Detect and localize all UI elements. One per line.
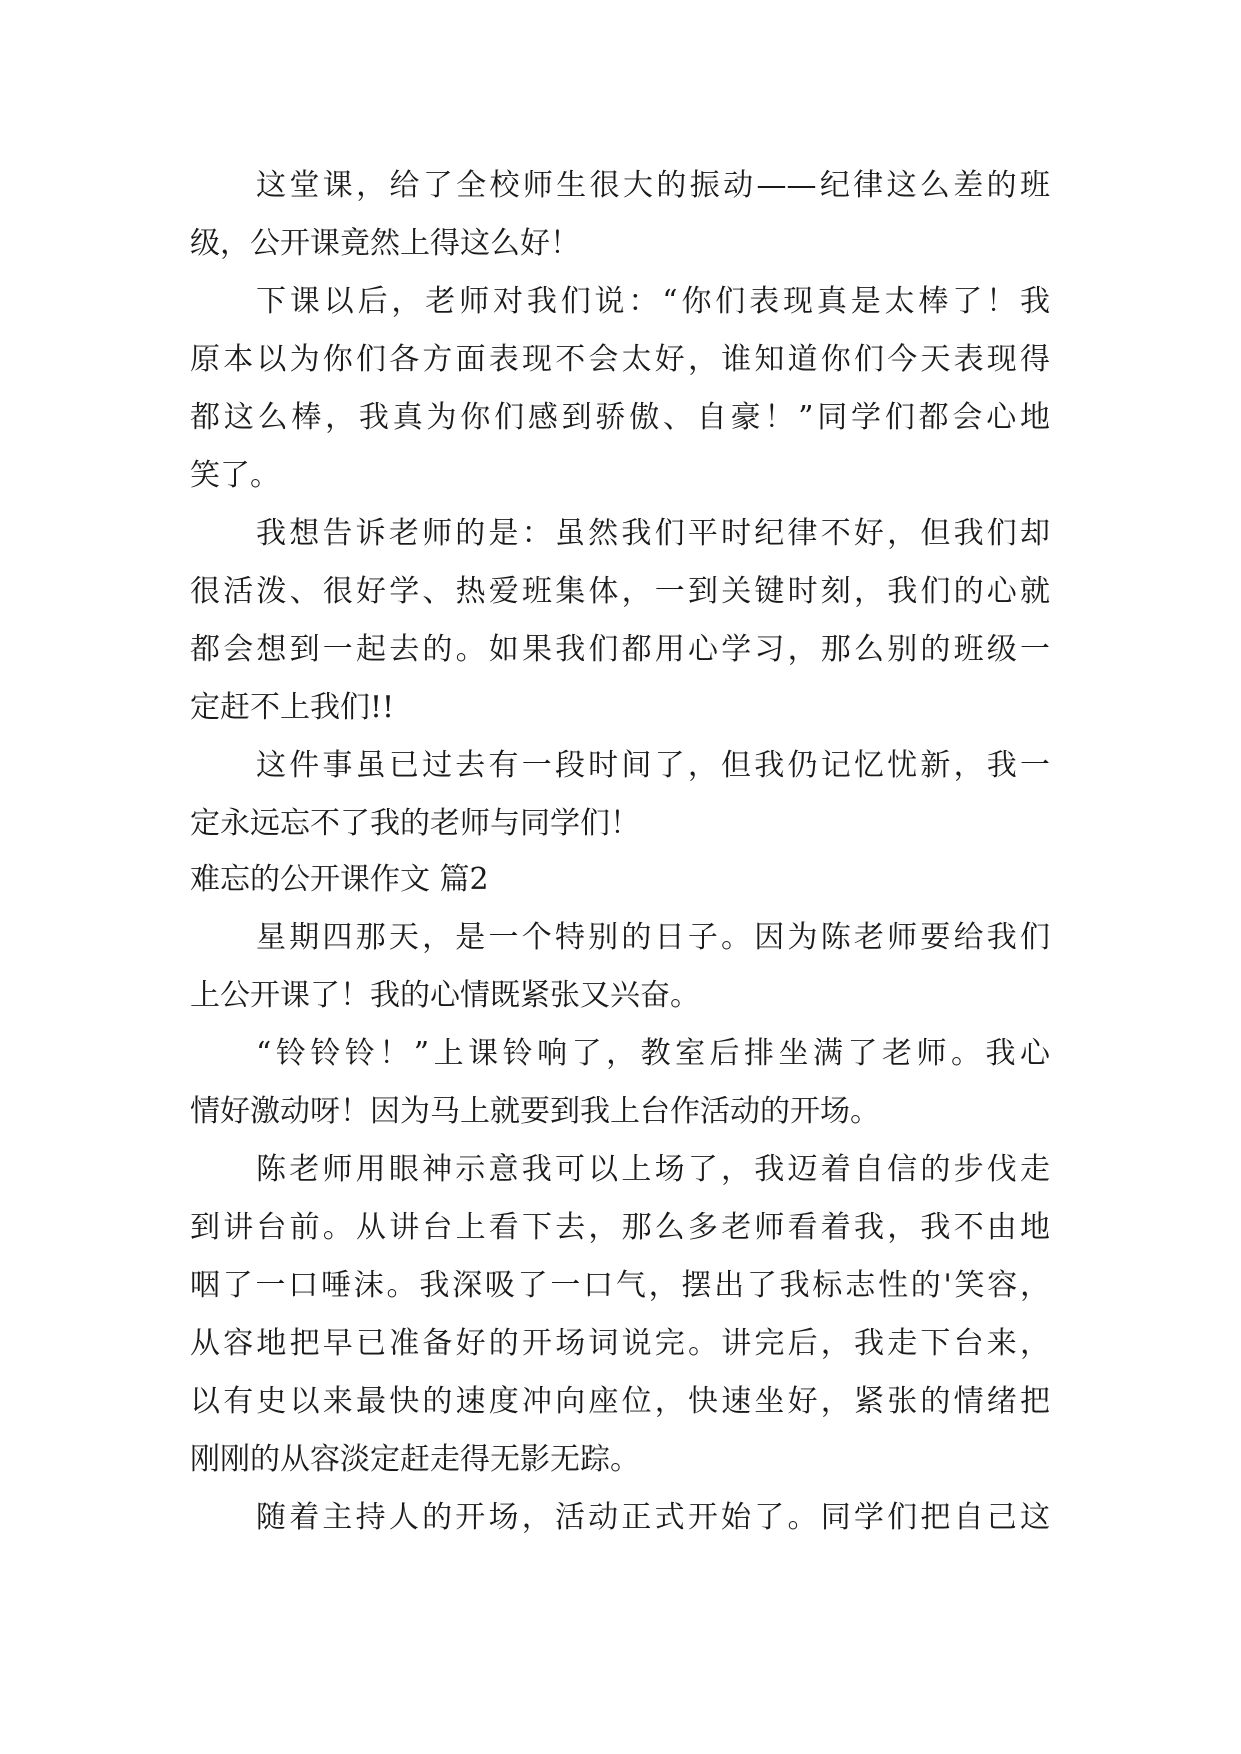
paragraph-line: 定永远忘不了我的老师与同学们！ [190, 806, 640, 841]
paragraph-line: 很活泼、很好学、热爱班集体，一到关键时刻，我们的心就 [190, 574, 1050, 609]
paragraph-line: 陈老师用眼神示意我可以上场了，我迈着自信的步伐走 [256, 1152, 1050, 1187]
paragraph-line: 咽了一口唾沫。我深吸了一口气，摆出了我标志性的'笑容， [190, 1268, 1050, 1303]
paragraph-line: 上公开课了！我的心情既紧张又兴奋。 [190, 978, 700, 1013]
paragraph-line: 这件事虽已过去有一段时间了，但我仍记忆忧新，我一 [256, 748, 1050, 783]
paragraph-line: 笑了。 [190, 458, 280, 493]
paragraph-line: 级，公开课竟然上得这么好！ [190, 226, 580, 261]
paragraph-line: 星期四那天，是一个特别的日子。因为陈老师要给我们 [256, 920, 1050, 955]
paragraph-line: 我想告诉老师的是：虽然我们平时纪律不好，但我们却 [256, 516, 1050, 551]
paragraph-line: 原本以为你们各方面表现不会太好，谁知道你们今天表现得 [190, 342, 1050, 377]
paragraph-line: 刚刚的从容淡定赶走得无影无踪。 [190, 1442, 640, 1477]
paragraph-line: 到讲台前。从讲台上看下去，那么多老师看着我，我不由地 [190, 1210, 1050, 1245]
paragraph-line: 随着主持人的开场，活动正式开始了。同学们把自己这 [256, 1500, 1050, 1535]
paragraph-line: 都这么棒，我真为你们感到骄傲、自豪！”同学们都会心地 [190, 400, 1050, 435]
paragraph-line: “铃铃铃！”上课铃响了，教室后排坐满了老师。我心 [256, 1036, 1050, 1071]
paragraph-line: 下课以后，老师对我们说：“你们表现真是太棒了！我 [256, 284, 1050, 319]
section-heading: 难忘的公开课作文 篇2 [190, 862, 489, 897]
paragraph-line: 从容地把早已准备好的开场词说完。讲完后，我走下台来， [190, 1326, 1050, 1361]
paragraph-line: 情好激动呀！因为马上就要到我上台作活动的开场。 [190, 1094, 880, 1129]
paragraph-line: 这堂课，给了全校师生很大的振动——纪律这么差的班 [256, 168, 1050, 203]
paragraph-line: 以有史以来最快的速度冲向座位，快速坐好，紧张的情绪把 [190, 1384, 1050, 1419]
paragraph-line: 都会想到一起去的。如果我们都用心学习，那么别的班级一 [190, 632, 1050, 667]
paragraph-line: 定赶不上我们!! [190, 690, 395, 725]
